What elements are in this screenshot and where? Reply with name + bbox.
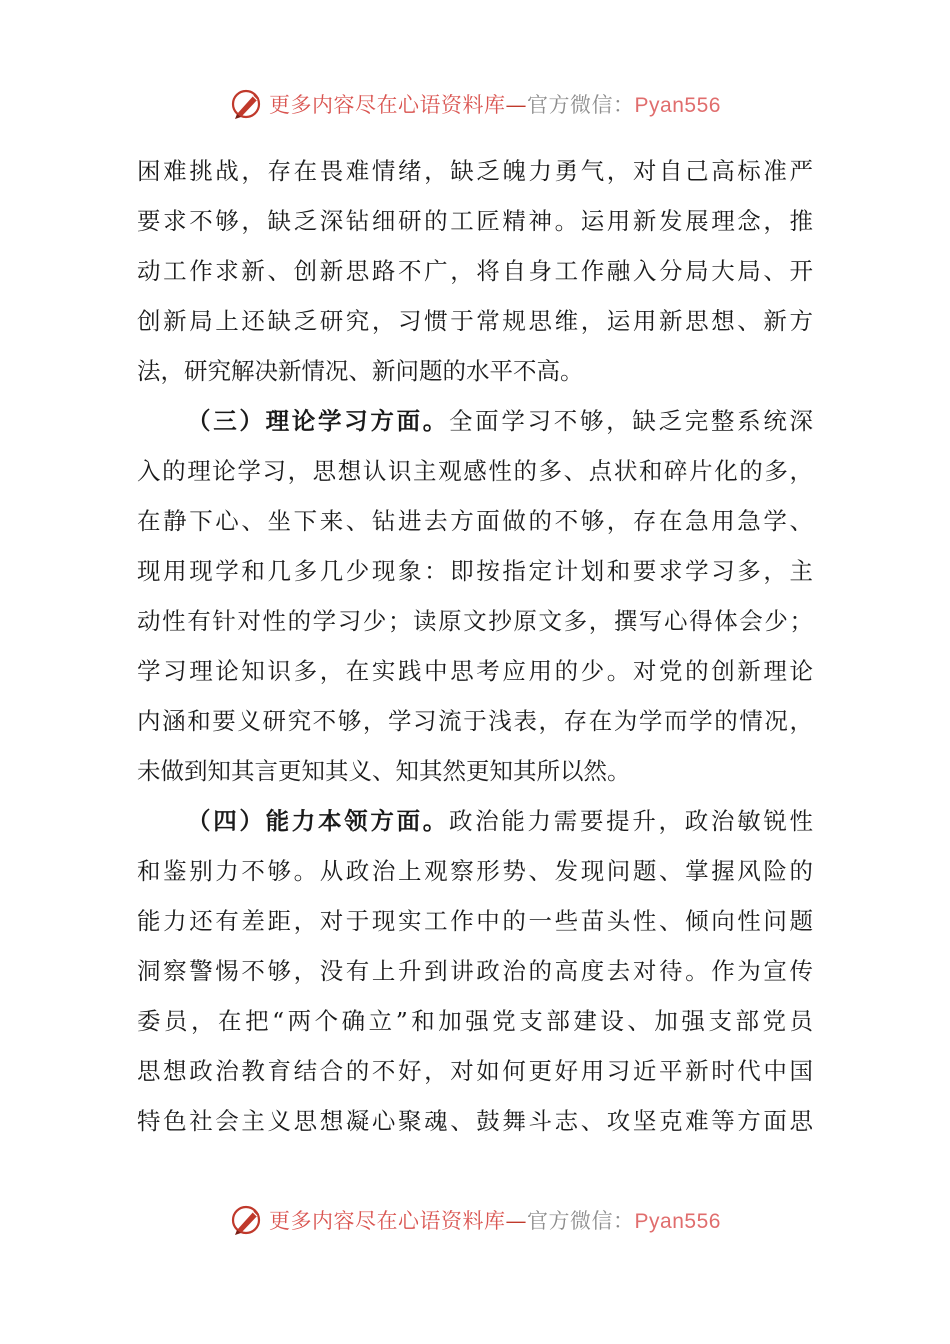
banner-dash: — (505, 93, 528, 117)
text-line: 创新局上还缺乏研究，习惯于常规思维，运用新思想、新方 (137, 307, 813, 335)
pen-logo-icon (229, 86, 265, 122)
banner-label: 官方微信： (527, 93, 635, 117)
text-line: 动性有针对性的学习少；读原文抄原文多，撰写心得体会少； (137, 607, 813, 635)
text-line: 洞察警惕不够，没有上升到讲政治的高度去对待。作为宣传 (137, 957, 813, 985)
text-line: 在静下心、坐下来、钻进去方面做的不够，存在急用急学、 (137, 507, 813, 535)
text-line: 学习理论知识多，在实践中思考应用的少。对党的创新理论 (137, 657, 813, 685)
text-line: 委员，在把“两个确立”和加强党支部建设、加强支部党员 (137, 1007, 813, 1035)
text-run: 政治能力需要提升，政治敏锐性 (448, 807, 814, 835)
text-line: 入的理论学习，思想认识主观感性的多、点状和碎片化的多， (137, 457, 813, 485)
text-run: 全面学习不够，缺乏完整系统深 (448, 407, 814, 435)
paragraph-ability (137, 796, 813, 1146)
text-line: 动工作求新、创新思路不广，将自身工作融入分局大局、开 (137, 257, 813, 285)
banner-account: Pyan556 (634, 1210, 721, 1233)
banner-site-name: 更多内容尽在心语资料库 (269, 1209, 506, 1233)
text-line: 未做到知其言更知其义、知其然更知其所以然。 (137, 757, 631, 785)
text-line: 特色社会主义思想凝心聚魂、鼓舞斗志、攻坚克难等方面思 (137, 1107, 813, 1135)
paragraph-theory-study (137, 396, 813, 796)
text-line: 能力还有差距，对于现实工作中的一些苗头性、倾向性问题 (137, 907, 813, 935)
text-line: 法，研究解决新情况、新问题的水平不高。 (137, 357, 584, 385)
text-line (137, 796, 813, 846)
text-line: 现用现学和几多几少现象：即按指定计划和要求学习多，主 (137, 557, 813, 585)
text-line: 要求不够，缺乏深钻细研的工匠精神。运用新发展理念，推 (137, 207, 813, 235)
text-line (137, 396, 813, 446)
text-line: 困难挑战，存在畏难情绪，缺乏魄力勇气，对自己高标准严 (137, 157, 813, 185)
header-banner (0, 80, 950, 128)
section-heading-theory: （三）理论学习方面。 (187, 407, 449, 435)
text-line: 和鉴别力不够。从政治上观察形势、发现问题、掌握风险的 (137, 857, 813, 885)
footer-banner (0, 1196, 950, 1244)
pen-logo-icon (229, 1202, 265, 1238)
text-line: 内涵和要义研究不够，学习流于浅表，存在为学而学的情况， (137, 707, 813, 735)
banner-label: 官方微信： (527, 1209, 635, 1233)
document-body (137, 146, 813, 1146)
text-line: 思想政治教育结合的不好，对如何更好用习近平新时代中国 (137, 1057, 813, 1085)
section-heading-ability: （四）能力本领方面。 (187, 807, 449, 835)
banner-account: Pyan556 (634, 94, 721, 117)
banner-dash: — (505, 1209, 528, 1233)
banner-site-name: 更多内容尽在心语资料库 (269, 93, 506, 117)
paragraph-1 (137, 146, 813, 396)
